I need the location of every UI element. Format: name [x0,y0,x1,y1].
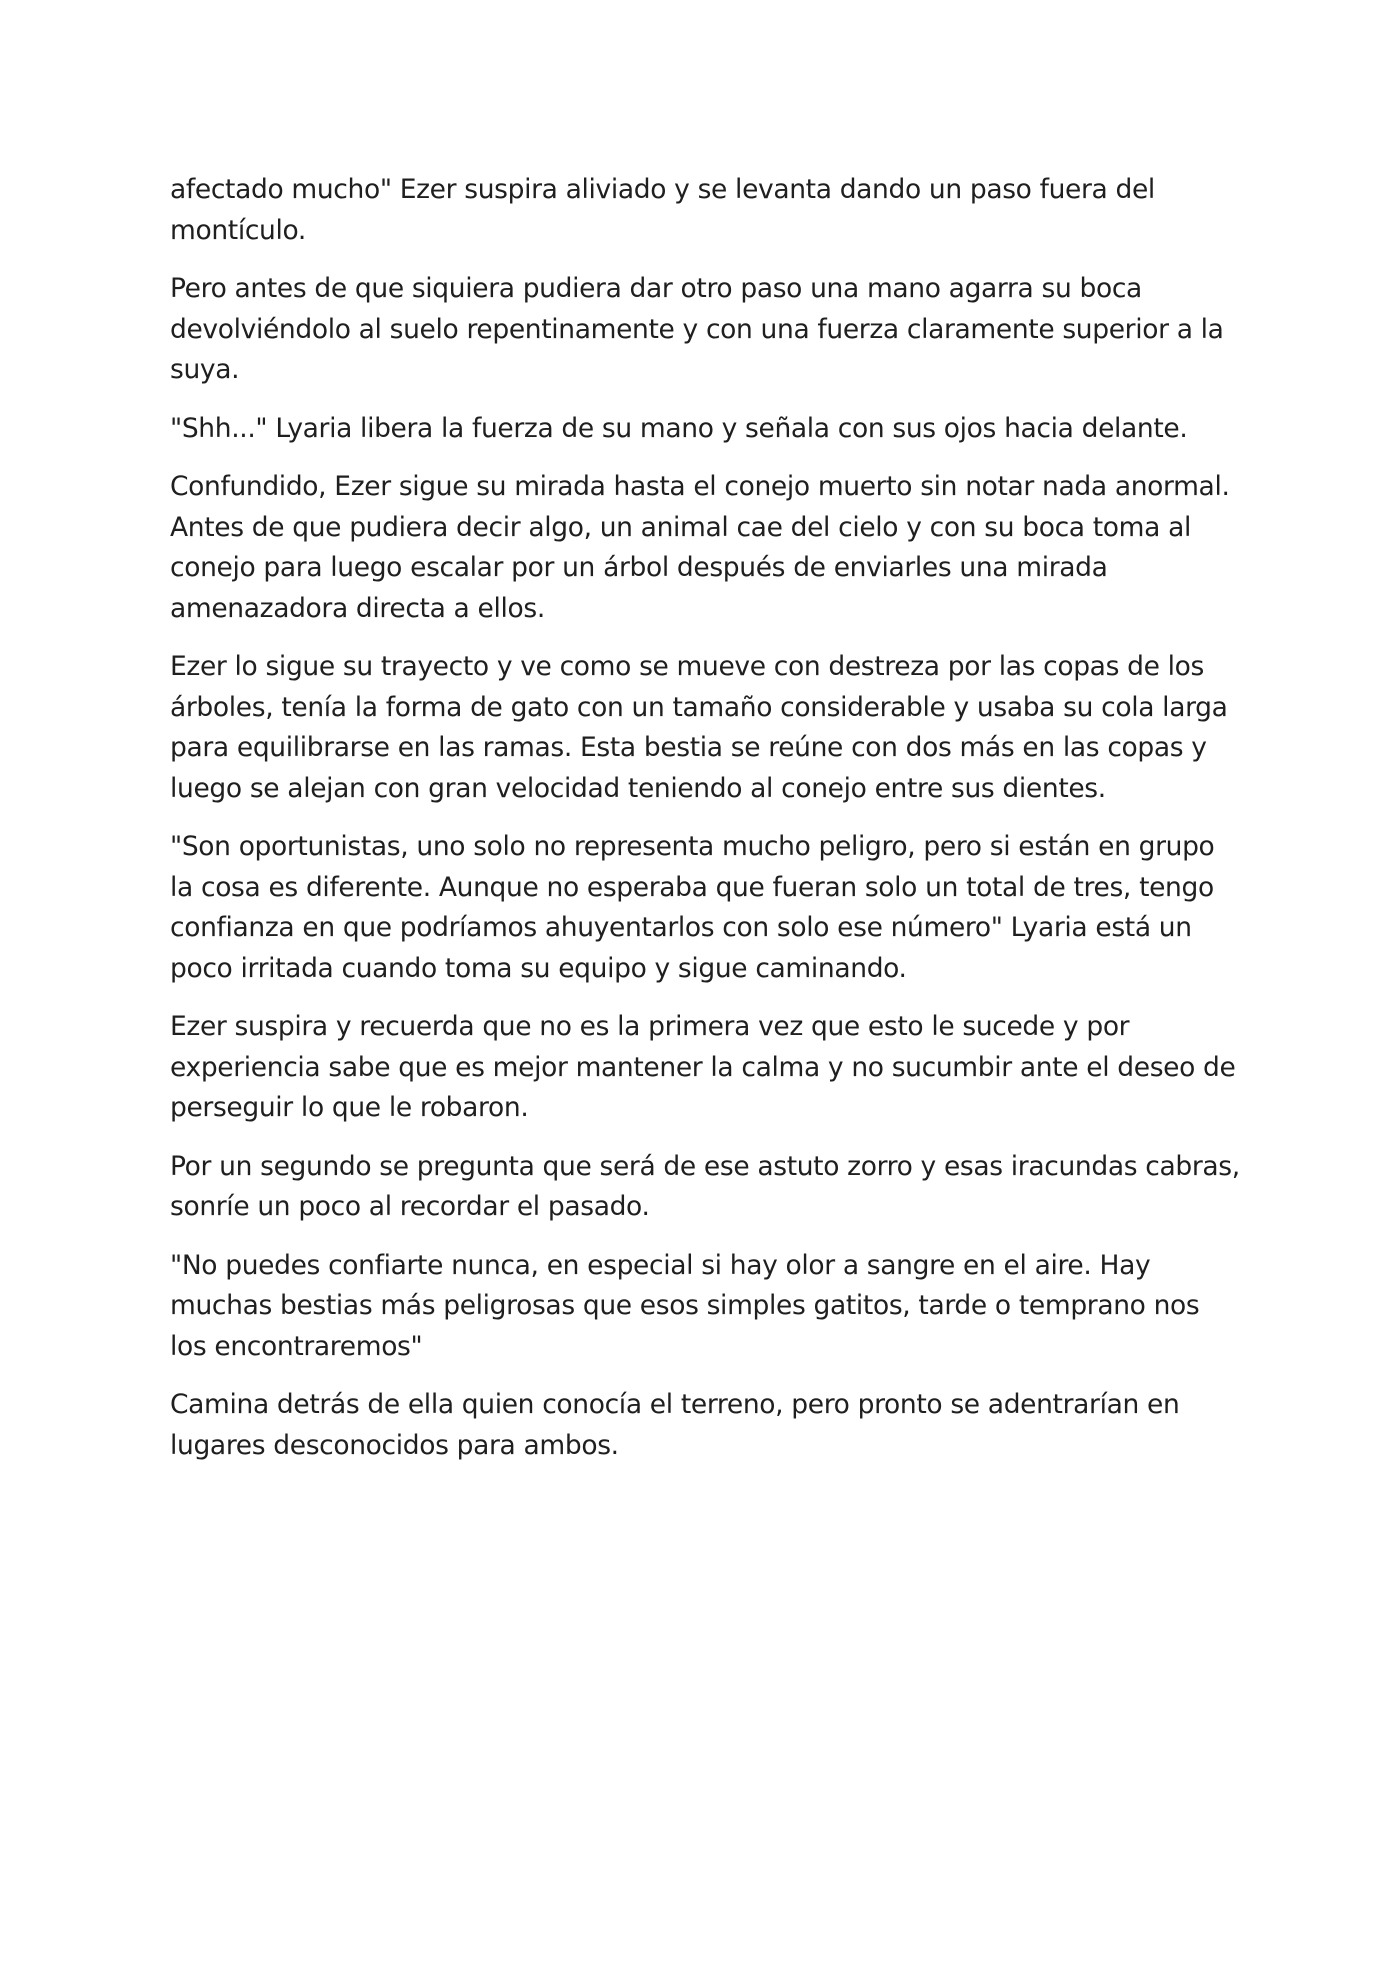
paragraph-6: "Son oportunistas, uno solo no representa mucho peligro, pero si están en grupo la cosa es diferente. Aunque no esperaba que fueran solo un total de tres, tengo confianza en que podríamos ahuyentarlos con solo ese número" Lyaria está un poco irritada cuando toma su equipo y sigue caminando. [170,831,1215,984]
document-body [170,170,1240,1484]
paragraph-7: Ezer suspira y recuerda que no es la primera vez que esto le sucede y por experiencia sabe que es mejor mantener la calma y no sucumbir ante el deseo de perseguir lo que le robaron. [170,1011,1236,1123]
paragraph-1: afectado mucho" Ezer suspira aliviado y se levanta dando un paso fuera del montículo. [170,174,1155,246]
paragraph-8: Por un segundo se pregunta que será de ese astuto zorro y esas iracundas cabras, sonríe un poco al recordar el pasado. [170,1150,1240,1222]
paragraph-9: "No puedes confiarte nunca, en especial si hay olor a sangre en el aire. Hay muchas bestias más peligrosas que esos simples gatitos, tarde o temprano nos los encontraremos" [170,1249,1200,1362]
paragraph-2: Pero antes de que siquiera pudiera dar otro paso una mano agarra su boca devolviéndolo al suelo repentinamente y con una fuerza claramente superior a la suya. [170,273,1224,385]
paragraph-10: Camina detrás de ella quien conocía el terreno, pero pronto se adentrarían en lugares desconocidos para ambos. [170,1389,1180,1461]
paragraph-4: Confundido, Ezer sigue su mirada hasta el conejo muerto sin notar nada anormal. Antes de que pudiera decir algo, un animal cae del cielo y con su boca toma al conejo para luego escalar por un árbol después de enviarles una mirada amenazadora directa a ellos. [170,471,1230,624]
paragraph-5: Ezer lo sigue su trayecto y ve como se mueve con destreza por las copas de los árboles, tenía la forma de gato con un tamaño considerable y usaba su cola larga para equilibrarse en las ramas. Esta bestia se reúne con dos más en las copas y luego se alejan con gran velocidad teniendo al conejo entre sus dientes. [170,651,1228,804]
paragraph-3: "Shh..." Lyaria libera la fuerza de su mano y señala con sus ojos hacia delante. [170,412,1188,444]
